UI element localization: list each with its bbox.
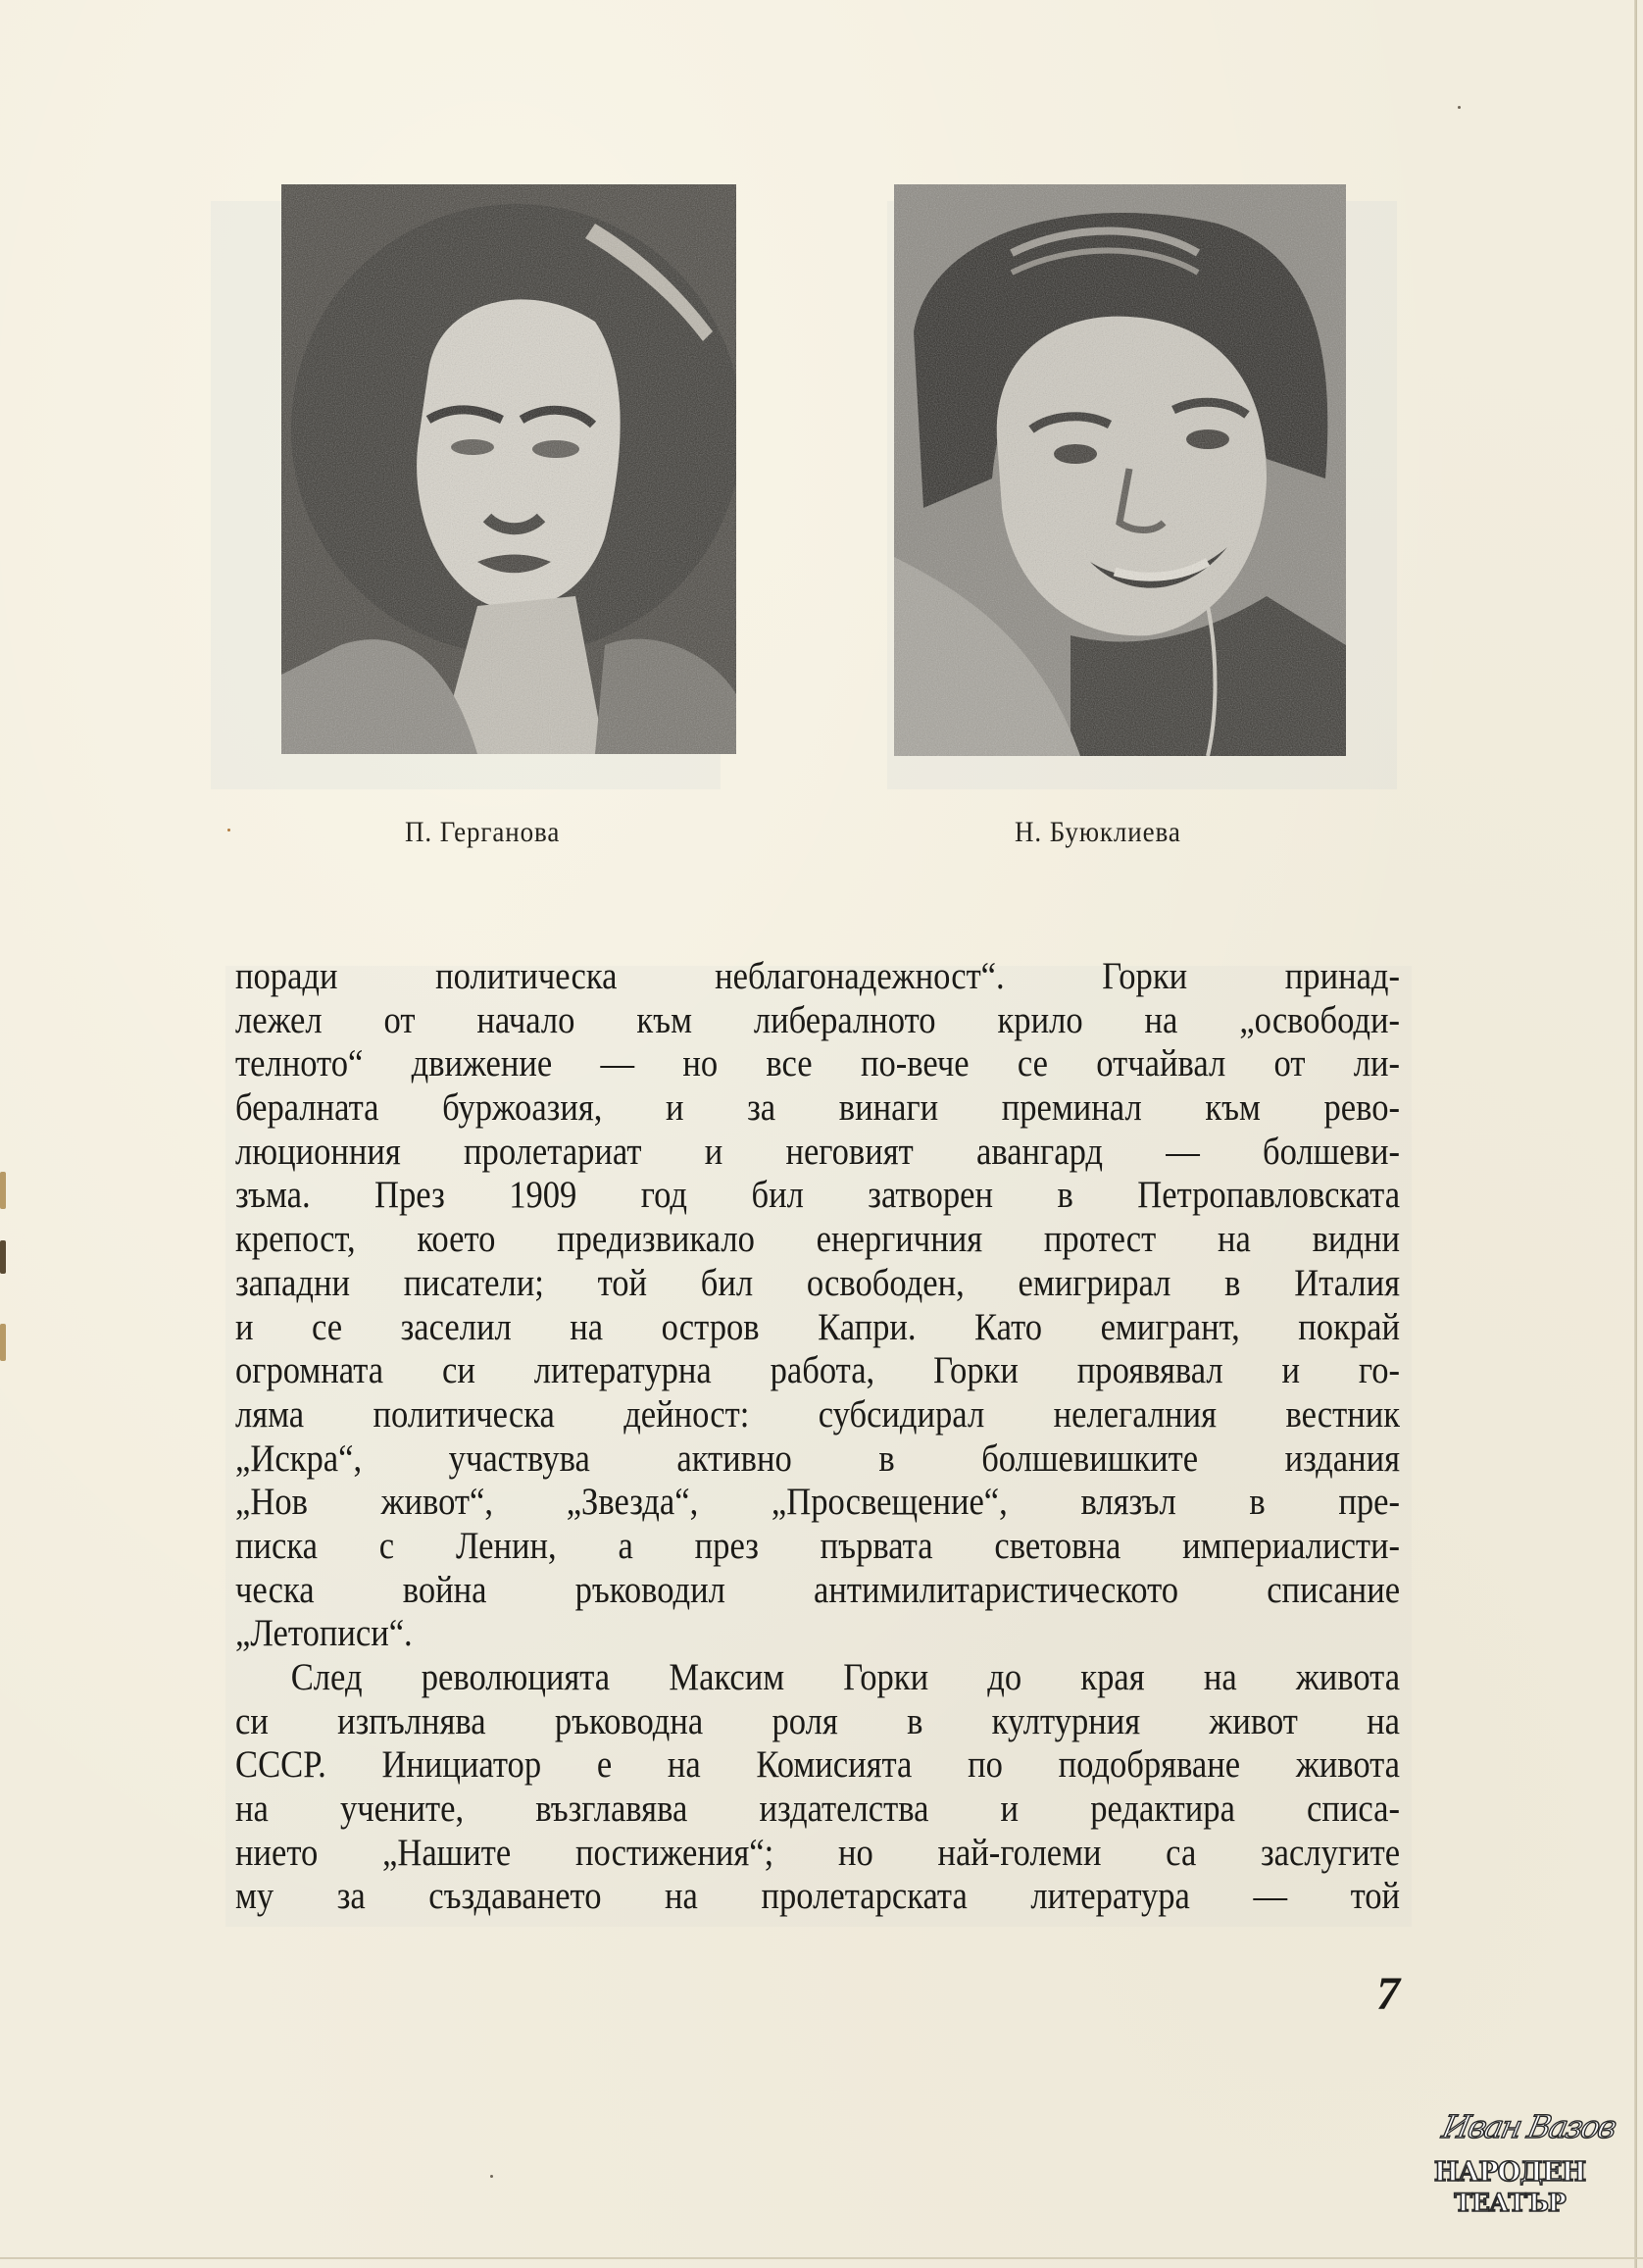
page-edge-bottom xyxy=(0,2257,1643,2259)
text-line-content: му за създаването на пролетарската литература — той xyxy=(235,1875,1400,1918)
text-line-content: бералната буржоазия, и за винаги преминал към рево- xyxy=(235,1086,1400,1130)
text-line-content: крепост, което предизвикало енергичния протест на видни xyxy=(235,1218,1400,1261)
photo-caption-left: П. Герганова xyxy=(405,816,561,848)
text-line xyxy=(235,1743,1400,1788)
text-line-content: „Летописи“. xyxy=(235,1612,413,1655)
text-line-content: писка с Ленин, а през първата световна империалисти- xyxy=(235,1524,1400,1567)
text-line-content: ческа война ръководил антимилитаристическото списание xyxy=(235,1568,1400,1611)
text-line xyxy=(235,1086,1400,1131)
paper-speck xyxy=(490,2175,493,2178)
text-line xyxy=(235,1131,1400,1175)
page-number: 7 xyxy=(1376,1968,1400,2020)
text-line xyxy=(235,1656,1400,1700)
text-line xyxy=(235,1174,1400,1218)
text-line xyxy=(235,1525,1400,1569)
portrait-photo-right xyxy=(894,184,1346,756)
text-line-content: си изпълнява ръководна роля в културния живот на xyxy=(235,1699,1400,1742)
text-line xyxy=(235,999,1400,1043)
text-line xyxy=(235,1612,1400,1656)
text-line xyxy=(235,1306,1400,1350)
text-line-content: След революцията Максим Горки до края на живота xyxy=(290,1656,1400,1698)
text-line xyxy=(235,1437,1400,1482)
text-line-content: огромната си литературна работа, Горки проявявал и го- xyxy=(235,1349,1400,1392)
text-line-content: и се заселил на остров Капри. Като емигрант, покрай xyxy=(235,1305,1400,1348)
text-line xyxy=(235,1700,1400,1744)
text-line xyxy=(235,1042,1400,1086)
text-line-content: зъма. През 1909 год бил затворен в Петропавловската xyxy=(235,1174,1400,1217)
text-line-content: люционния пролетариат и неговият авангард — болшеви- xyxy=(235,1130,1400,1173)
text-line xyxy=(235,1349,1400,1393)
text-line xyxy=(235,1875,1400,1919)
text-line-content: лежел от начало към либералното крило на „освободи- xyxy=(235,998,1400,1041)
text-line xyxy=(235,1218,1400,1262)
text-line xyxy=(235,1481,1400,1525)
text-line xyxy=(235,1262,1400,1306)
paper-speck xyxy=(227,829,230,832)
text-line xyxy=(235,1569,1400,1613)
photo-caption-right: Н. Буюклиева xyxy=(1015,816,1181,848)
text-line-content: „Искра“, участвува активно в болшевишките издания xyxy=(235,1436,1400,1480)
binding-staples xyxy=(0,1172,8,1368)
text-line-content: поради политическа неблагонадежност“. Горки принад- xyxy=(235,955,1400,997)
text-line xyxy=(235,1832,1400,1876)
text-line-content: телното“ движение — но все по-вече се отчайвал от ли- xyxy=(235,1042,1400,1085)
text-line xyxy=(235,955,1400,999)
national-theatre-logo xyxy=(1429,2108,1618,2222)
logo-line-1: НАРОДЕН xyxy=(1433,2157,1586,2188)
paper-speck xyxy=(1458,106,1461,109)
page-edge-right xyxy=(1634,0,1637,2268)
logo-script-signature: Иван Вазов xyxy=(1438,2108,1618,2145)
text-line-content: нието „Нашите постижения“; но най-големи са заслугите xyxy=(235,1831,1400,1874)
body-text xyxy=(235,955,1400,1926)
text-line-content: СССР. Инициатор е на Комисията по подобряване живота xyxy=(235,1743,1400,1787)
text-line-content: ляма политическа дейност: субсидирал нелегалния вестник xyxy=(235,1392,1400,1436)
text-line xyxy=(235,1393,1400,1437)
text-line xyxy=(235,1788,1400,1832)
text-line-content: на учените, възглавява издателства и редактира списа- xyxy=(235,1788,1400,1831)
logo-line-2: ТЕАТЪР xyxy=(1454,2189,1566,2217)
text-line-content: западни писатели; той бил освободен, емигрирал в Италия xyxy=(235,1261,1400,1304)
portrait-photo-left xyxy=(281,184,736,754)
text-line-content: „Нов живот“, „Звезда“, „Просвещение“, влязъл в пре- xyxy=(235,1481,1400,1524)
